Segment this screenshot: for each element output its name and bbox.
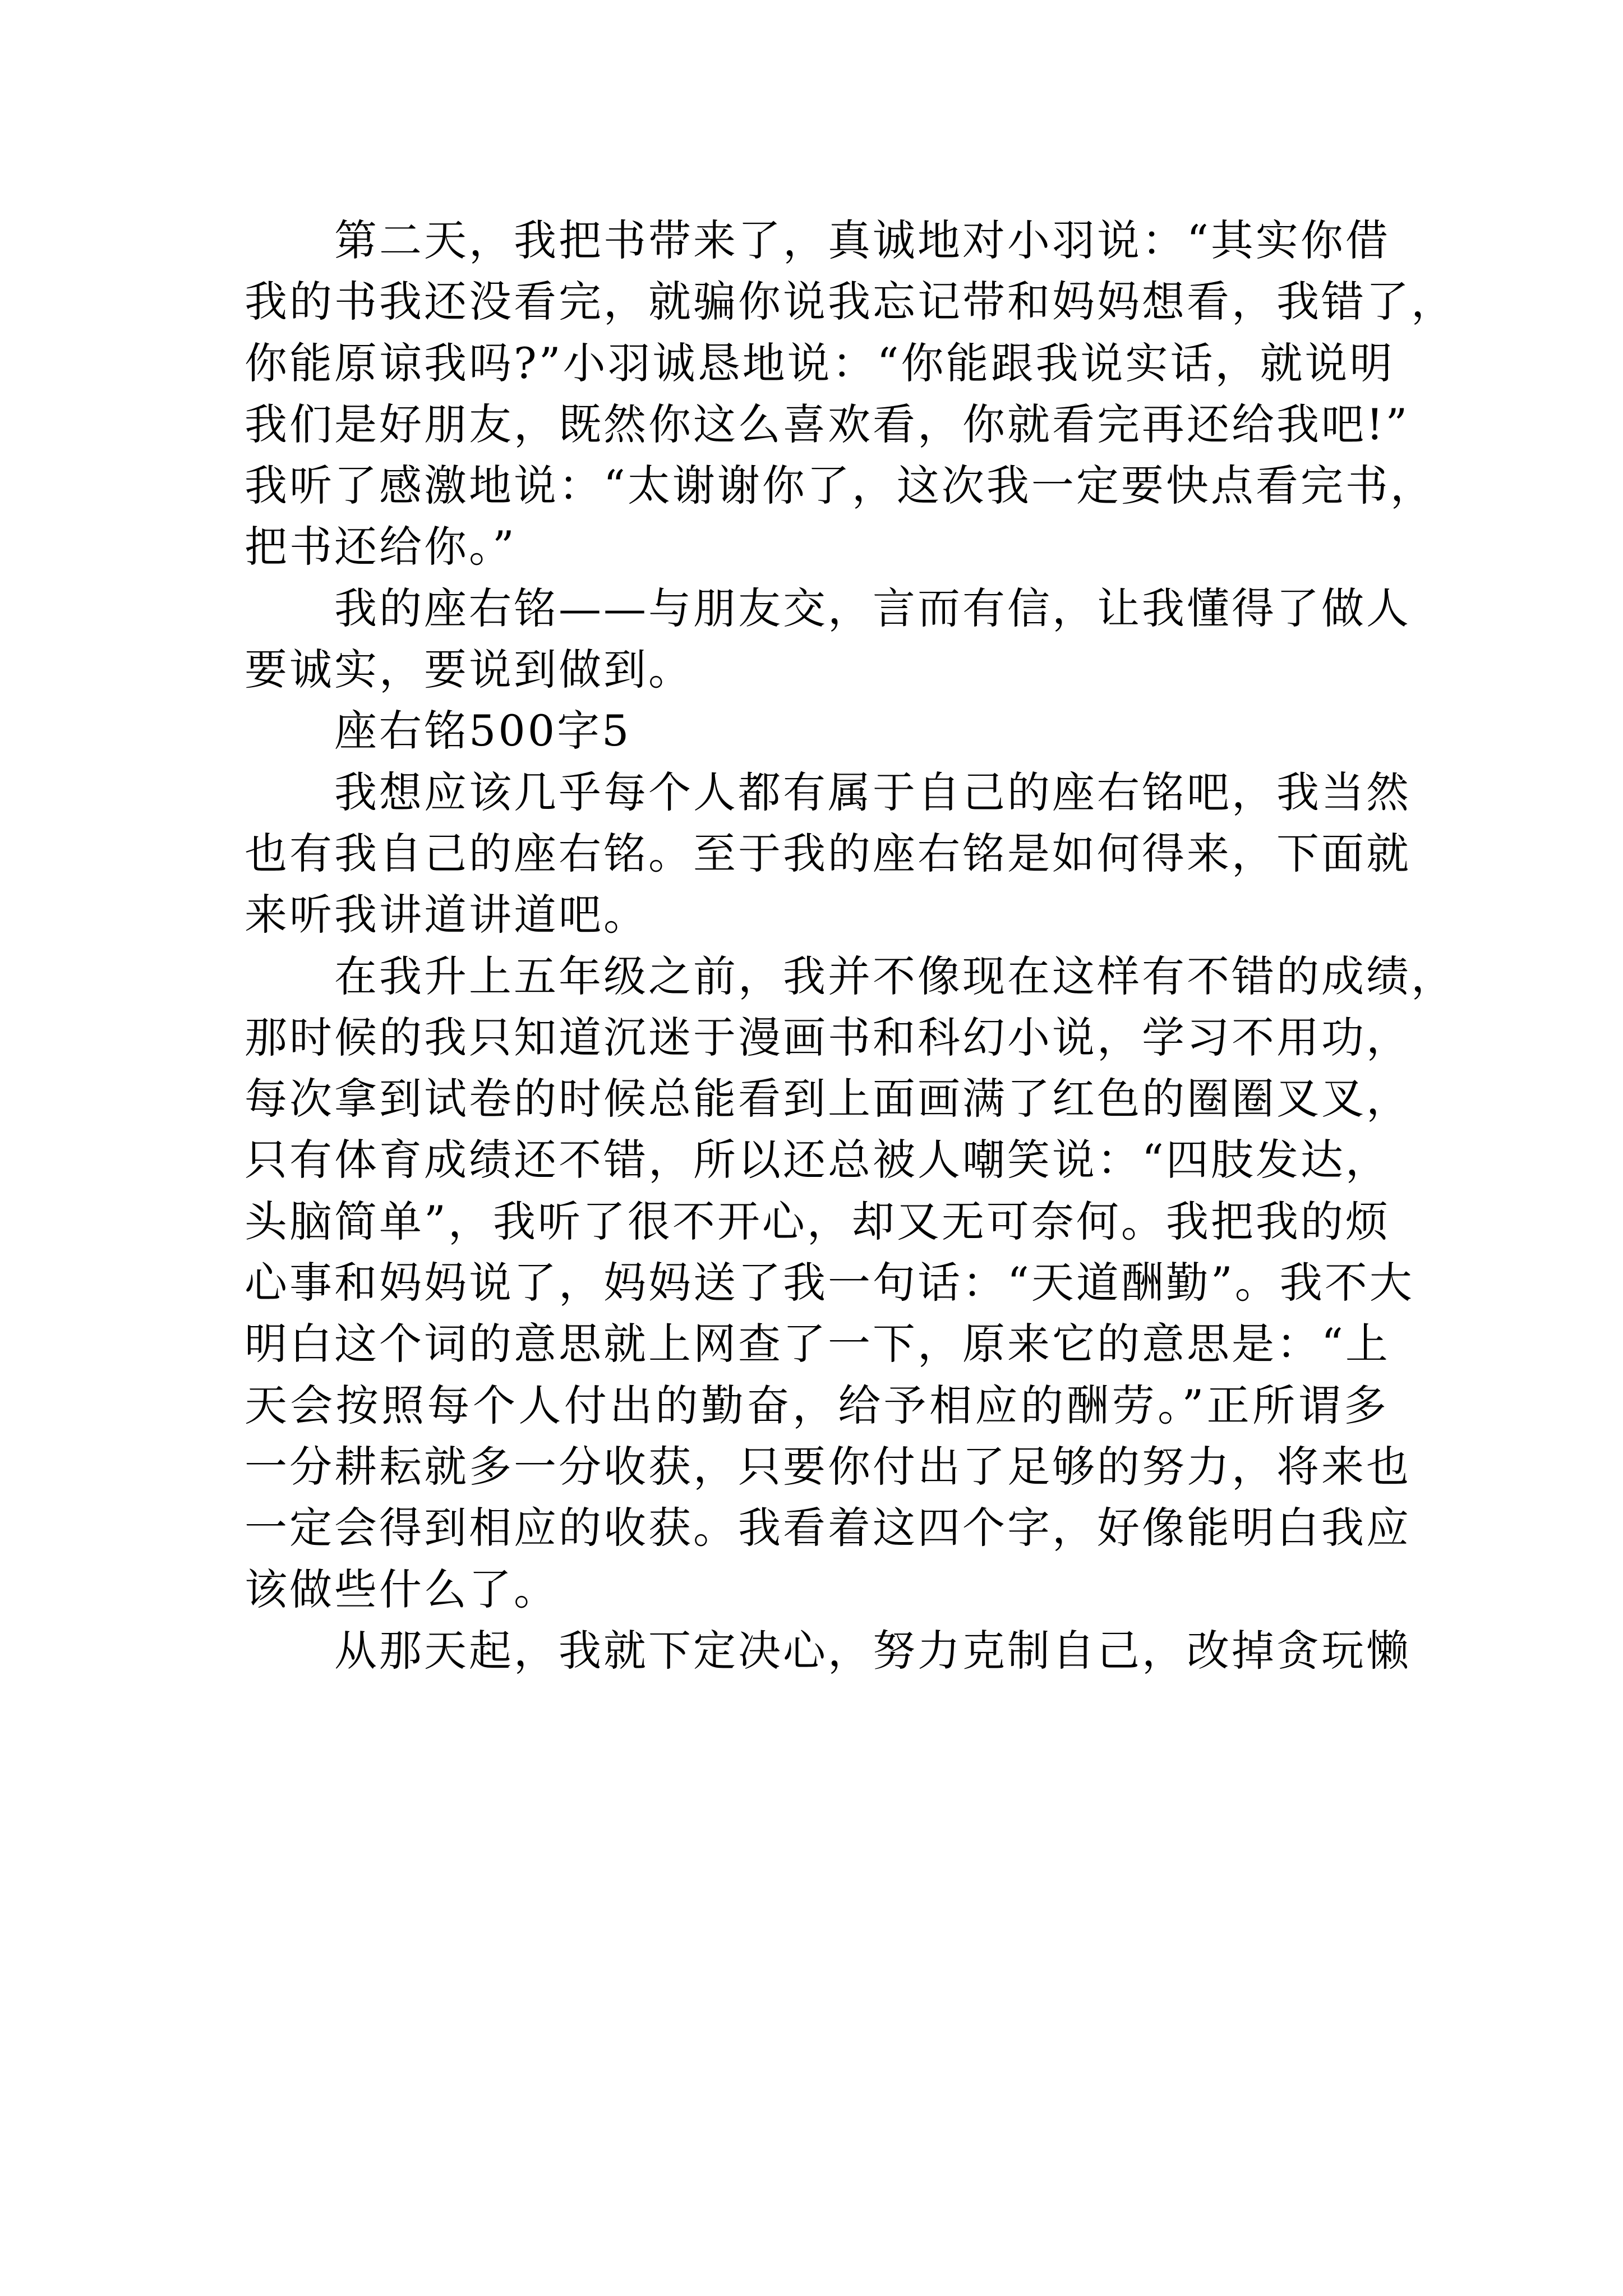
text-line: 我的座右铭——与朋友交，言而有信，让我懂得了做人 — [334, 583, 1411, 633]
section-heading: 座右铭500字5 — [334, 706, 631, 756]
text-line: 我的书我还没看完，就骗你说我忘记带和妈妈想看，我错了， — [245, 277, 1456, 327]
text-line: 把书还给你。” — [245, 522, 517, 572]
text-line: 每次拿到试卷的时候总能看到上面画满了红色的圈圈叉叉， — [245, 1074, 1411, 1124]
text-line: 明白这个词的意思就上网查了一下，原来它的意思是：“上 — [245, 1319, 1390, 1369]
text-line: 该做些什么了。 — [245, 1564, 559, 1614]
text-line: 我想应该几乎每个人都有属于自己的座右铭吧，我当然 — [334, 767, 1411, 817]
text-line: 头脑简单”，我听了很不开心，却又无可奈何。我把我的烦 — [245, 1196, 1390, 1246]
text-line: 只有体育成绩还不错，所以还总被人嘲笑说：“四肢发达， — [245, 1135, 1390, 1185]
text-line: 心事和妈妈说了，妈妈送了我一句话：“天道酬勤”。我不大 — [245, 1258, 1414, 1308]
body-text — [245, 210, 1456, 1681]
text-line: 你能原谅我吗?”小羽诚恳地说：“你能跟我说实话，就说明 — [245, 338, 1395, 388]
text-line: 第二天，我把书带来了，真诚地对小羽说：“其实你借 — [334, 215, 1390, 265]
text-line: 我们是好朋友，既然你这么喜欢看，你就看完再还给我吧!” — [245, 399, 1410, 449]
text-line: 从那天起，我就下定决心，努力克制自己，改掉贪玩懒 — [334, 1625, 1411, 1676]
text-line: 在我升上五年级之前，我并不像现在这样有不错的成绩， — [334, 951, 1456, 1001]
text-line: 我听了感激地说：“太谢谢你了，这次我一定要快点看完书， — [245, 461, 1435, 511]
text-line: 那时候的我只知道沉迷于漫画书和科幻小说，学习不用功， — [245, 1012, 1411, 1062]
text-line: 一定会得到相应的收获。我看着这四个字，好像能明白我应 — [245, 1503, 1411, 1553]
text-line: 来听我讲道讲道吧。 — [245, 890, 648, 940]
text-line: 要诚实，要说到做到。 — [245, 645, 693, 695]
text-line: 一分耕耘就多一分收获，只要你付出了足够的努力，将来也 — [245, 1441, 1411, 1492]
text-line: 天会按照每个人付出的勤奋，给予相应的酬劳。”正所谓多 — [245, 1380, 1389, 1430]
text-line: 也有我自己的座右铭。至于我的座右铭是如何得来，下面就 — [245, 828, 1411, 878]
